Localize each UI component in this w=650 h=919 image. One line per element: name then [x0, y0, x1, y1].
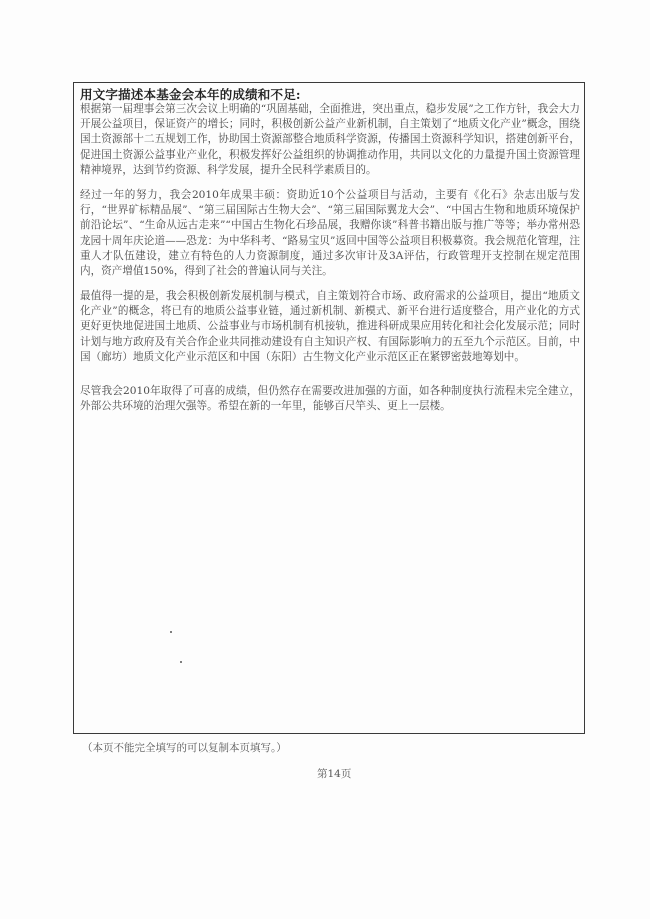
paragraph-innovation: 最值得一提的是，我会积极创新发展机制与模式，自主策划符合市场、政府需求的公益项目，提出“地质文化产业”的概念，将已有的地质公益事业链，通过新机制、新模式、新平台进行适度整合，用产业化的方式更好更快地促进国土地质、公益事业与市场机制有机接轨，推进科研成果应用转化和社会化发展示范；同时计划与地方政府及有关合作企业共同推动建设有自主知识产权、有国际影响力的五至九个示范区。目前，中国（廊坊）地质文化产业示范区和中国（东阳）古生物文化产业示范区正在紧锣密鼓地筹划中。 — [80, 290, 580, 363]
paragraph-shortcomings: 尽管我会2010年取得了可喜的成绩，但仍然存在需要改进加强的方面，如各种制度执行流程未完全建立，外部公共环境的治理欠强等。希望在新的一年里，能够百尺竿头、更上一层楼。 — [80, 385, 580, 413]
scan-speck — [180, 661, 182, 663]
paragraph-work-policy: 根据第一届理事会第三次会议上明确的“巩固基础，全面推进，突出重点，稳步发展”之工作方针，我会大力开展公益项目，保证资产的增长；同时，积极创新公益产业新机制，自主策划了“地质文化产业”概念，围绕国土资源部十二五规划工作，协助国土资源部整合地质科学资源，传播国土资源科学知识，搭建创新平台，促进国土资源公益事业产业化，积极发挥好公益组织的协调推动作用，共同以文化的力量提升国土资源管理精神境界，达到节约资源、科学发展，提升全民科学素质目的。 — [80, 103, 580, 176]
footer-note: （本页不能完全填写的可以复制本页填写。） — [82, 742, 287, 754]
paragraph-achievements: 经过一年的努力，我会2010年成果丰硕：资助近10个公益项目与活动，主要有《化石》杂志出版与发行，“世界矿标精品展”、“第三届国际古生物大会”、“第三届国际翼龙大会”、“中国古生物和地质环境保护前沿论坛”、“生命从远古走来”“中国古生物化石珍品展，我赠你谈”科普书籍出版与推广等等；举办常州恐龙园十周年庆论道——恐龙：为中华科考、“路易宝贝”返回中国等公益项目积极募资。我会规范化管理，注重人才队伍建设，建立有特色的人力资源制度，通过多次审计及3A评估，行政管理开支控制在规定范围内，资产增值150%，得到了社会的普遍认同与关注。 — [80, 189, 580, 278]
section-title: 用文字描述本基金会本年的成绩和不足: — [80, 87, 301, 102]
scan-speck — [170, 631, 172, 633]
page-number: 第14页 — [317, 768, 352, 780]
report-frame — [73, 82, 585, 734]
